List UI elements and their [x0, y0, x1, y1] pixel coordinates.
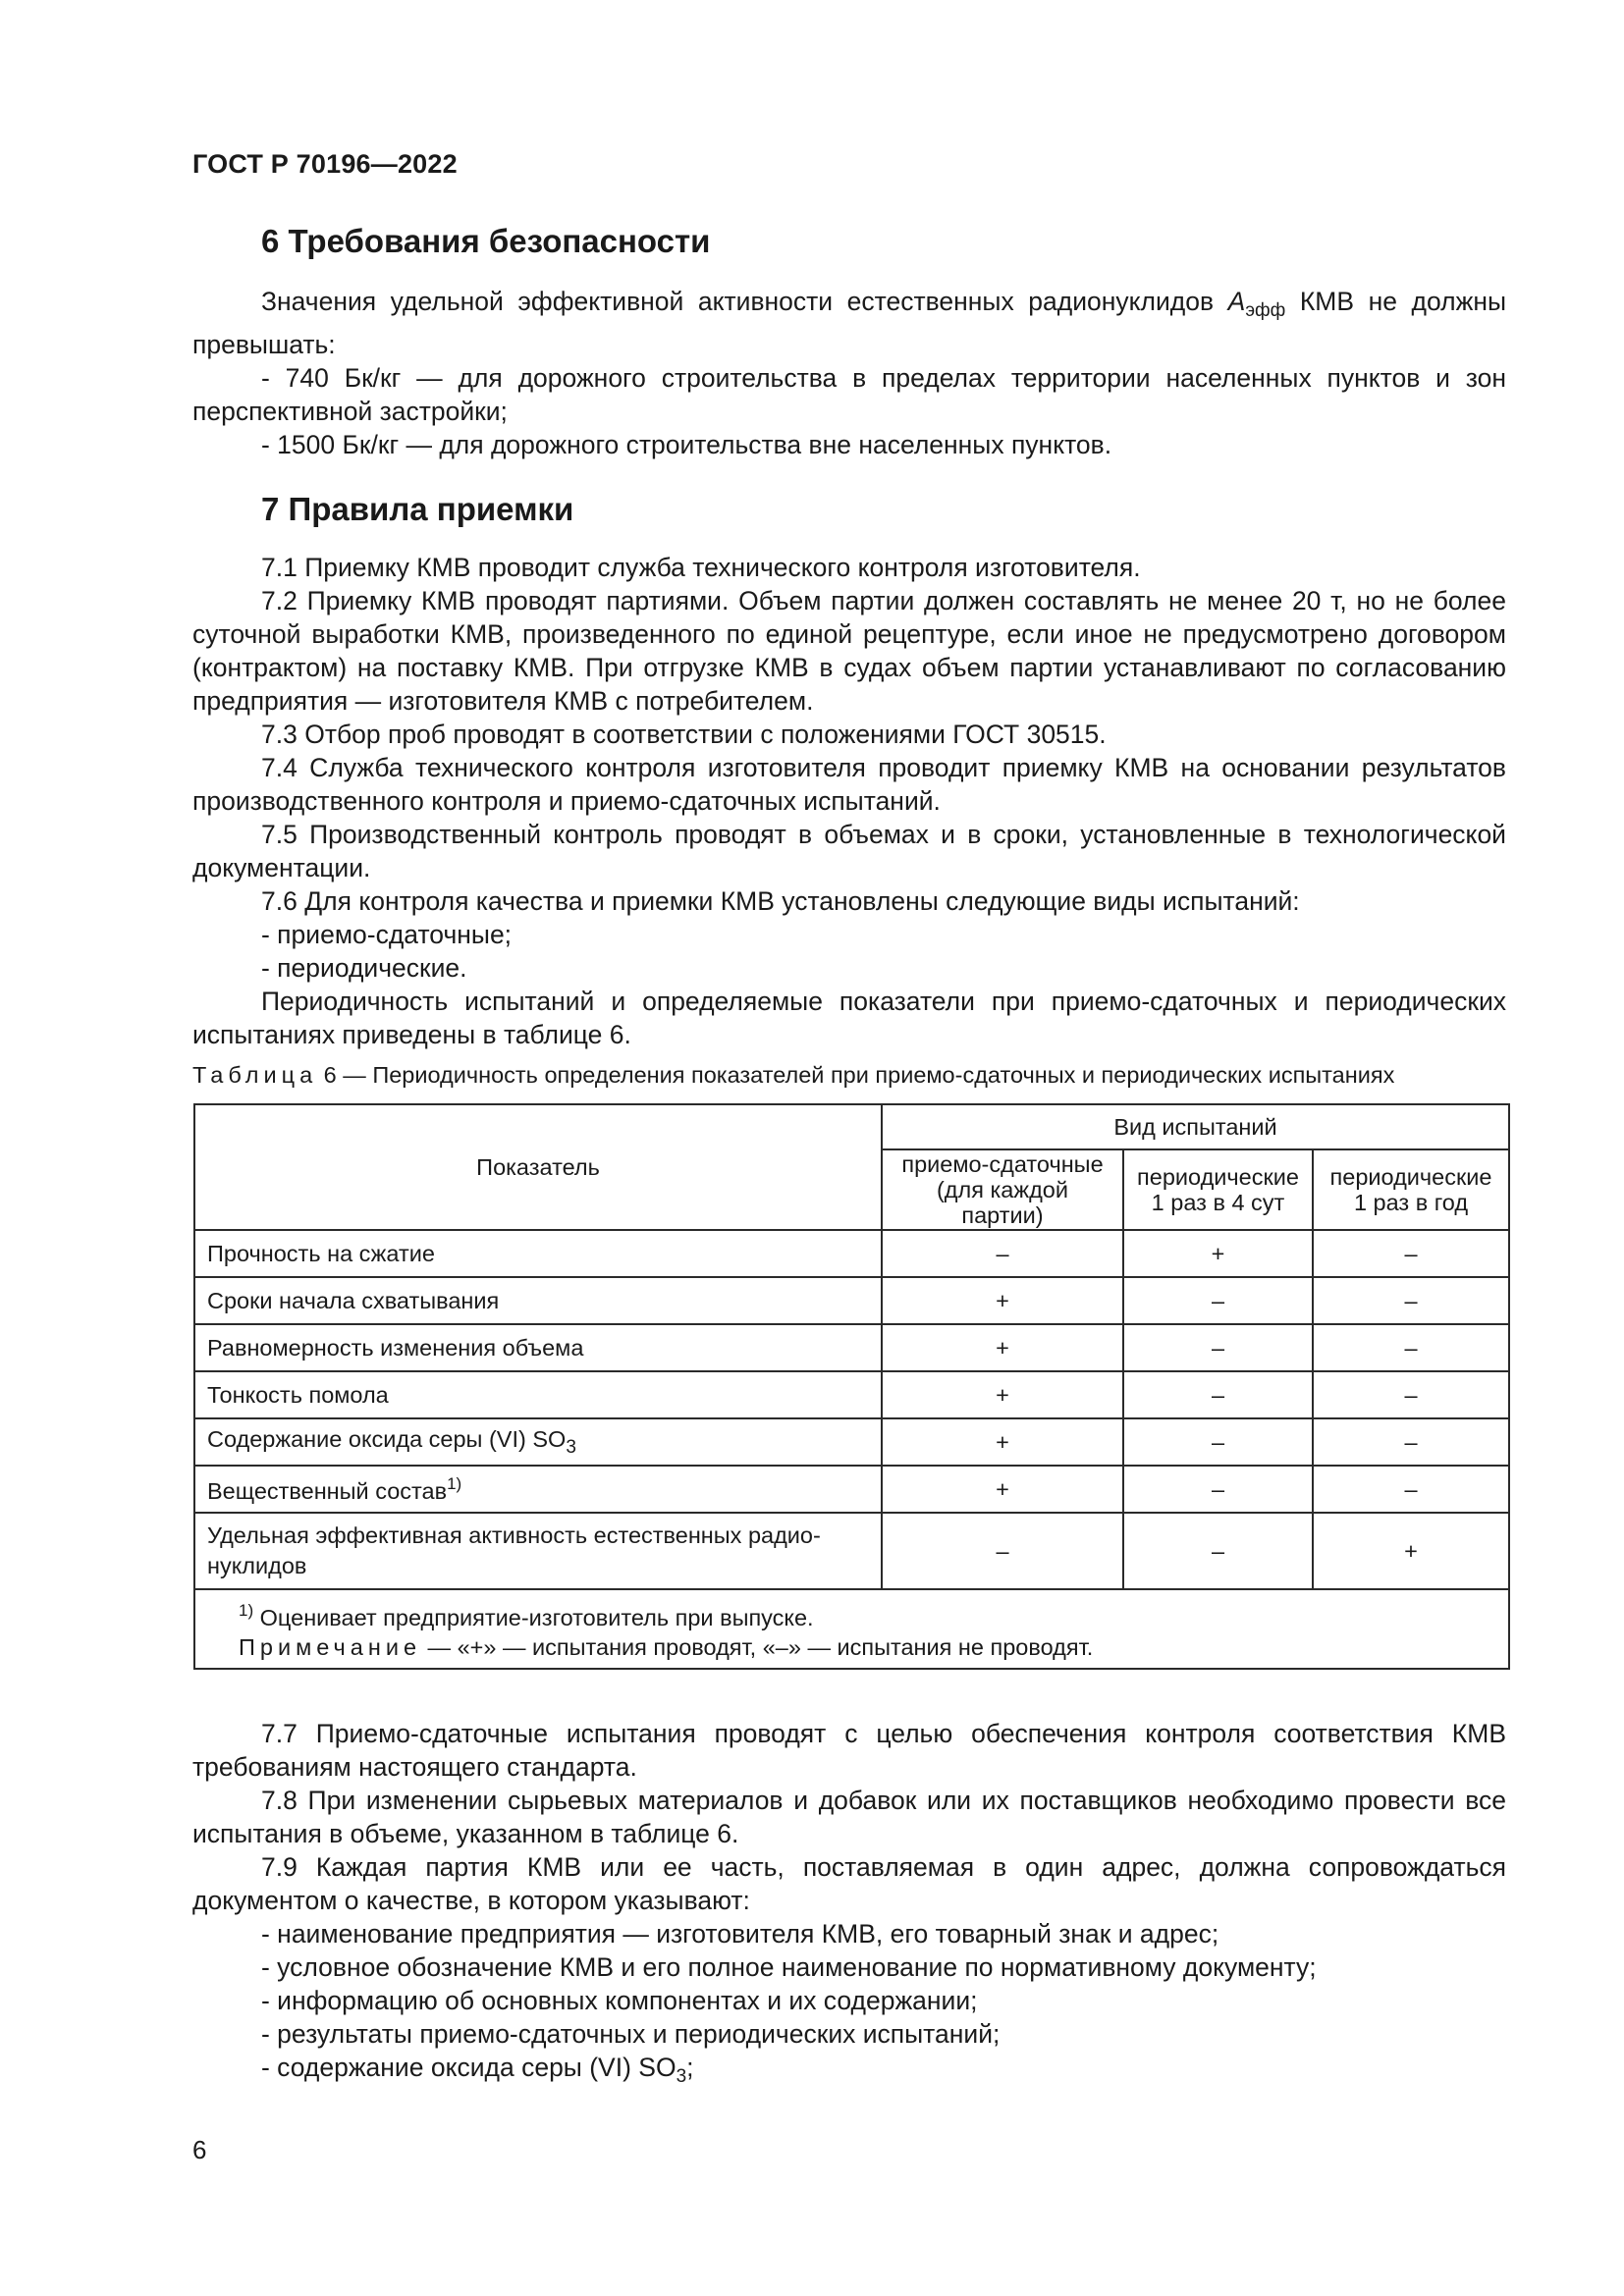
list-item: - результаты приемо-сдаточных и периодических испытаний;	[261, 2019, 1001, 2049]
cell-periodic-year: –	[1313, 1466, 1509, 1513]
section-6-item: - 740 Бк/кг — для дорожного строительства в пределах территории населенных пунктов и зон перспективной застройки;	[192, 363, 1506, 426]
page-number: 6	[192, 2135, 207, 2164]
paragraph-7-9: 7.9 Каждая партия КМВ или ее часть, поставляемая в один адрес, должна сопровождаться документом о качестве, в котором указывают:	[192, 1852, 1506, 1915]
section-6-intro: Значения удельной эффективной активности естественных радионуклидов $A_{эфф}$ КМВ не должны превышать:	[192, 287, 1507, 359]
table-row	[194, 1324, 1509, 1371]
row-indicator: Удельная эффективная активность естественных радио-нуклидов	[194, 1513, 882, 1589]
paragraph-7-8: 7.8 При изменении сырьевых материалов и добавок или их поставщиков необходимо провести все испытания в объеме, указанном в таблице 6.	[192, 1786, 1506, 1848]
cell-periodic-4-days: –	[1123, 1371, 1313, 1418]
list-item: - содержание оксида серы (VI) $SO_3$;	[261, 2053, 694, 2087]
cell-acceptance: –	[882, 1513, 1123, 1589]
cell-periodic-year: –	[1313, 1230, 1509, 1277]
paragraph-7-6: 7.6 Для контроля качества и приемки КМВ установлены следующие виды испытаний:	[261, 886, 1300, 916]
table-footnote: $^{1)}$ Оценивает предприятие-изготовитель при выпуске.	[239, 1601, 814, 1630]
table-row	[194, 1277, 1509, 1324]
cell-periodic-year: +	[1313, 1513, 1509, 1589]
col-header-indicator: Показатель	[194, 1104, 882, 1230]
table-row	[194, 1466, 1509, 1513]
cell-acceptance: +	[882, 1324, 1123, 1371]
list-item: - приемо-сдаточные;	[261, 920, 513, 949]
row-indicator: Прочность на сжатие	[194, 1230, 882, 1277]
section-6-heading: 6 Требования безопасности	[261, 223, 711, 259]
cell-periodic-4-days: –	[1123, 1466, 1313, 1513]
cell-periodic-4-days: –	[1123, 1277, 1313, 1324]
table-note: Примечание — «+» — испытания проводят, «–» — испытания не проводят.	[239, 1634, 1094, 1660]
paragraph-7-5: 7.5 Производственный контроль проводят в объемах и в сроки, установленные в технологической документации.	[192, 820, 1506, 882]
cell-acceptance: +	[882, 1371, 1123, 1418]
cell-periodic-4-days: –	[1123, 1324, 1313, 1371]
paragraph-7-3: 7.3 Отбор проб проводят в соответствии с положениями ГОСТ 30515.	[261, 720, 1107, 749]
cell-periodic-4-days: –	[1123, 1418, 1313, 1466]
table-row	[194, 1418, 1509, 1466]
list-item: - периодические.	[261, 953, 467, 983]
cell-acceptance: +	[882, 1466, 1123, 1513]
table-6	[193, 1103, 1510, 1670]
table-footnotes	[194, 1589, 1509, 1669]
row-indicator: Вещественный состав$^{1)}$	[194, 1466, 882, 1513]
row-indicator: Сроки начала схватывания	[194, 1277, 882, 1324]
cell-acceptance: –	[882, 1230, 1123, 1277]
table-row	[194, 1371, 1509, 1418]
cell-acceptance: +	[882, 1418, 1123, 1466]
cell-periodic-4-days: –	[1123, 1513, 1313, 1589]
section-7-body	[192, 551, 1506, 1051]
list-item: - условное обозначение КМВ и его полное наименование по нормативному документу;	[261, 1952, 1317, 1982]
row-indicator: Равномерность изменения объема	[194, 1324, 882, 1371]
col-header-acceptance: приемо-сдаточные (для каждой партии)	[882, 1149, 1123, 1230]
cell-periodic-year: –	[1313, 1371, 1509, 1418]
list-item: - наименование предприятия — изготовителя КМВ, его товарный знак и адрес;	[261, 1919, 1219, 1949]
row-indicator: Тонкость помола	[194, 1371, 882, 1418]
paragraph-7-1: 7.1 Приемку КМВ проводит служба технического контроля изготовителя.	[261, 553, 1141, 582]
table-6-caption: Таблица 6 — Периодичность определения показателей при приемо-сдаточных и периодических испытаниях	[192, 1062, 1395, 1088]
section-6-body	[192, 285, 1506, 461]
cell-periodic-year: –	[1313, 1324, 1509, 1371]
paragraph-7-2: 7.2 Приемку КМВ проводят партиями. Объем партии должен составлять не менее 20 т, но не более суточной выработки КМВ, произведенного по единой рецептуре, если иное не предусмотрено договором (контрактом) на поставку КМВ. При отгрузке КМВ в судах объем партии устанавливают по согласованию предприятия — изготовителя КМВ с потребителем.	[192, 586, 1506, 716]
paragraph-7-7: 7.7 Приемо-сдаточные испытания проводят с целью обеспечения контроля соответствия КМВ требованиям настоящего стандарта.	[192, 1719, 1506, 1782]
col-header-periodic-year: периодические 1 раз в год	[1313, 1149, 1509, 1230]
list-item: - информацию об основных компонентах и их содержании;	[261, 1986, 978, 2015]
cell-periodic-4-days: +	[1123, 1230, 1313, 1277]
section-7-heading: 7 Правила приемки	[261, 491, 574, 527]
cell-periodic-year: –	[1313, 1277, 1509, 1324]
section-7-continuation	[192, 1717, 1506, 2094]
paragraph-7-4: 7.4 Служба технического контроля изготовителя проводит приемку КМВ на основании результатов производственного контроля и приемо-сдаточных испытаний.	[192, 753, 1506, 816]
col-header-test-type: Вид испытаний	[882, 1104, 1509, 1149]
col-header-periodic-4-days: периодические 1 раз в 4 сут	[1123, 1149, 1313, 1230]
section-6-item: - 1500 Бк/кг — для дорожного строительства вне населенных пунктов.	[261, 430, 1112, 459]
row-indicator: Содержание оксида серы (VI) $SO_3$	[194, 1418, 882, 1466]
document-header: ГОСТ Р 70196—2022	[192, 149, 458, 179]
table-row	[194, 1230, 1509, 1277]
cell-acceptance: +	[882, 1277, 1123, 1324]
table-row	[194, 1513, 1509, 1589]
periodicity-note: Периодичность испытаний и определяемые показатели при приемо-сдаточных и периодических испытаниях приведены в таблице 6.	[192, 987, 1506, 1049]
cell-periodic-year: –	[1313, 1418, 1509, 1466]
